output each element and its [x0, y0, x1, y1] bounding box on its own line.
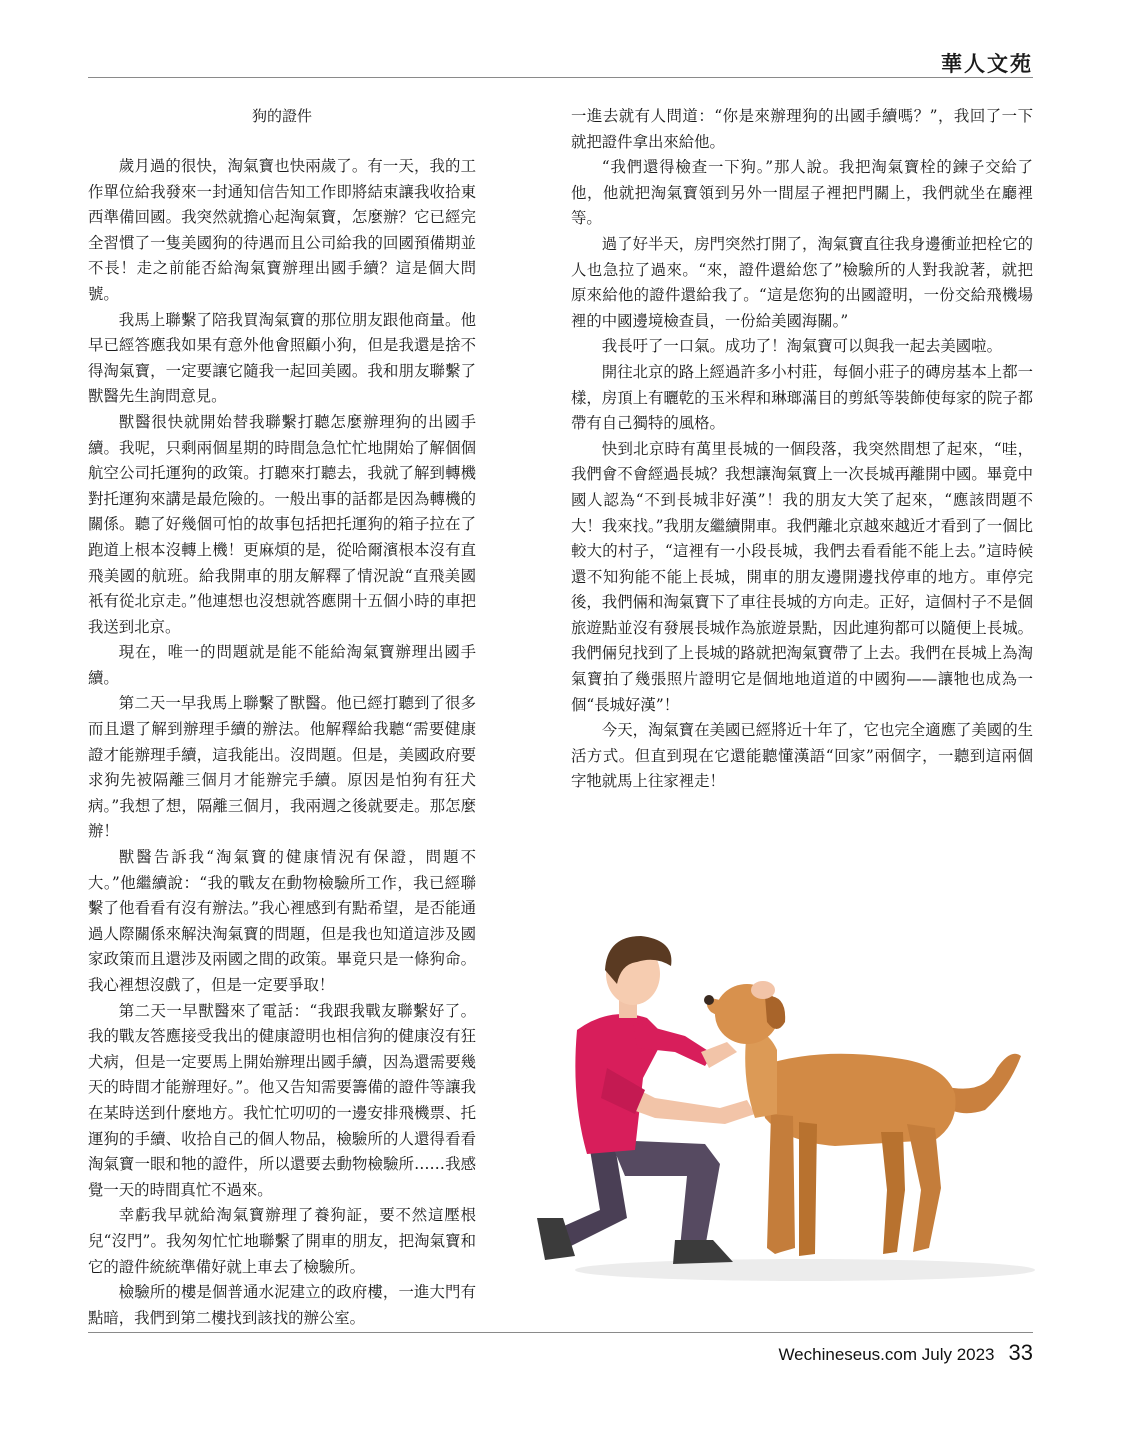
paragraph: 我馬上聯繫了陪我買淘氣寶的那位朋友跟他商量。他早已經答應我如果有意外他會照顧小狗，但是我還是捨不得淘氣寶，一定要讓它隨我一起回美國。我和朋友聯繫了獸醫先生詢問意見。 [88, 310, 476, 406]
ground-shadow [575, 1259, 1035, 1281]
paragraph: 今天，淘氣寶在美國已經將近十年了，它也完全適應了美國的生活方式。但直到現在它還能聽懂漢語“回家”兩個字，一聽到這兩個字牠就馬上往家裡走！ [571, 721, 1033, 791]
dog-nose [704, 995, 714, 1005]
footer [778, 1340, 1033, 1366]
man-front-shoe [673, 1240, 733, 1264]
paragraph: 現在，唯一的問題就是能不能給淘氣寶辦理出國手續。 [88, 643, 476, 687]
paragraph: 歲月過的很快，淘氣寶也快兩歲了。有一天，我的工作單位給我發來一封通知信告知工作即將結束讓我收拾東西準備回國。我突然就擔心起淘氣寶，怎麼辦？它已經完全習慣了一隻美國狗的待遇而且公司給我的回國預備期並不長！走之前能否給淘氣寶辦理出國手續？這是個大問號。 [88, 157, 476, 303]
dog-front-leg [767, 1114, 795, 1254]
header-divider [88, 77, 1033, 78]
man-hand-on-dog [751, 981, 775, 999]
dog-back-leg-2 [881, 1132, 905, 1254]
right-column [571, 104, 1033, 795]
paragraph: 第二天一早獸醫來了電話：“我跟我戰友聯繫好了。我的戰友答應接受我出的健康證明也相信狗的健康沒有狂犬病，但是一定要馬上開始辦理出國手續，因為還需要幾天的時間才能辦理好。”。他又告知需要籌備的證件等讓我在某時送到什麼地方。我忙忙叨叨的一邊安排飛機票、托運狗的手續、收拾自己的個人物品，檢驗所的人還得看看淘氣寶一眼和牠的證件，所以還要去動物檢驗所……我感覺一天的時間真忙不過來。 [88, 1001, 476, 1199]
man-forearm [701, 1042, 737, 1068]
paragraph: 獸醫告訴我“淘氣寶的健康情況有保證，問題不大。”他繼續說：“我的戰友在動物檢驗所工作，我已經聯繫了他看看有沒有辦法。”我心裡感到有點希望，是否能通過人際關係來解決淘氣寶的問題，但是我也知道這涉及國家政策而且還涉及兩國之間的政策。畢竟只是一條狗命。我心裡想沒戲了，但是一定要爭取！ [88, 848, 476, 994]
paragraph: 我長吁了一口氣。成功了！淘氣寶可以與我一起去美國啦。 [601, 337, 1002, 356]
paragraph: 幸虧我早就給淘氣寶辦理了養狗証，要不然這壓根兒“沒門”。我匆匆忙忙地聯繫了開車的朋友，把淘氣寶和它的證件統統準備好就上車去了檢驗所。 [88, 1206, 476, 1276]
article-title: 狗的證件 [251, 107, 312, 125]
paragraph: 檢驗所的樓是個普通水泥建立的政府樓，一進大門有點暗，我們到第二樓找到該找的辦公室。 [88, 1283, 476, 1327]
footer-divider [88, 1332, 1033, 1333]
footer-site-date: Wechineseus.com July 2023 [778, 1345, 995, 1364]
paragraph: 第二天一早我馬上聯繫了獸醫。他已經打聽到了很多而且還了解到辦理手續的辦法。他解釋給我聽“需要健康證才能辦理手續，這我能出。沒問題。但是，美國政府要求狗先被隔離三個月才能辦完手續。原因是怕狗有狂犬病。”我想了想，隔離三個月，我兩週之後就要走。那怎麼辦！ [88, 694, 476, 841]
paragraph: 開往北京的路上經過許多小村莊，每個小莊子的磚房基本上都一樣，房頂上有曬乾的玉米稈和琳瑯滿目的剪紙等裝飾使每家的院子都帶有自己獨特的風格。 [571, 362, 1033, 433]
paragraph: “我們還得檢查一下狗。”那人說。我把淘氣寶栓的鍊子交給了他，他就把淘氣寶領到另外一間屋子裡把門關上，我們就坐在廳裡等。 [571, 158, 1033, 228]
man-petting-dog-illustration [515, 918, 1035, 1283]
paragraph: 過了好半天，房門突然打開了，淘氣寶直往我身邊衝並把栓它的人也急拉了過來。“來，證件還給您了”檢驗所的人對我說著，就把原來給他的證件還給我了。“這是您狗的出國證明，一份交給飛機場裡的中國邊境檢查員，一份給美國海關。” [571, 234, 1033, 330]
paragraph: 快到北京時有萬里長城的一個段落，我突然間想了起來，“哇，我們會不會經過長城？我想讓淘氣寶上一次長城再離開中國。畢竟中國人認為“不到長城非好漢”！我的朋友大笑了起來，“應該問題不大！我來找。”我朋友繼續開車。我們離北京越來越近才看到了一個比較大的村子，“這裡有一小段長城，我們去看看能不能上去。”這時候還不知狗能不能上長城，開車的朋友邊開邊找停車的地方。車停完後，我們倆和淘氣寶下了車往長城的方向走。正好，這個村子不是個旅遊點並沒有發展長城作為旅遊景點，因此連狗都可以隨便上長城。我們倆兒找到了上長城的路就把淘氣寶帶了上去。我們在長城上為淘氣寶拍了幾張照片證明它是個地地道道的中國狗——讓牠也成為一個“長城好漢”！ [571, 439, 1033, 714]
paragraph: 獸醫很快就開始替我聯繫打聽怎麼辦理狗的出國手續。我呢，只剩兩個星期的時間急急忙忙地開始了解個個航空公司托運狗的政策。打聽來打聽去，我就了解到轉機對托運狗來講是最危險的。一般出事的話都是因為轉機的關係。聽了好幾個可怕的故事包括把托運狗的箱子拉在了跑道上根本沒轉上機！更麻煩的是，從哈爾濱根本沒有直飛美國的航班。給我開車的朋友解釋了情況說“直飛美國衹有從北京走。”他連想也沒想就答應開十五個小時的車把我送到北京。 [88, 412, 476, 636]
dog-back-leg [907, 1124, 941, 1252]
man-front-leg [610, 1140, 720, 1248]
section-title: 華人文苑 [941, 51, 1033, 76]
paragraph-continuation: 一進去就有人問道：“你是來辦理狗的出國手續嗎？”，我回了一下就把證件拿出來給他。 [571, 107, 1033, 151]
left-column [88, 104, 476, 1331]
page-number: 33 [1008, 1340, 1033, 1365]
dog-front-leg-2 [799, 1122, 817, 1256]
